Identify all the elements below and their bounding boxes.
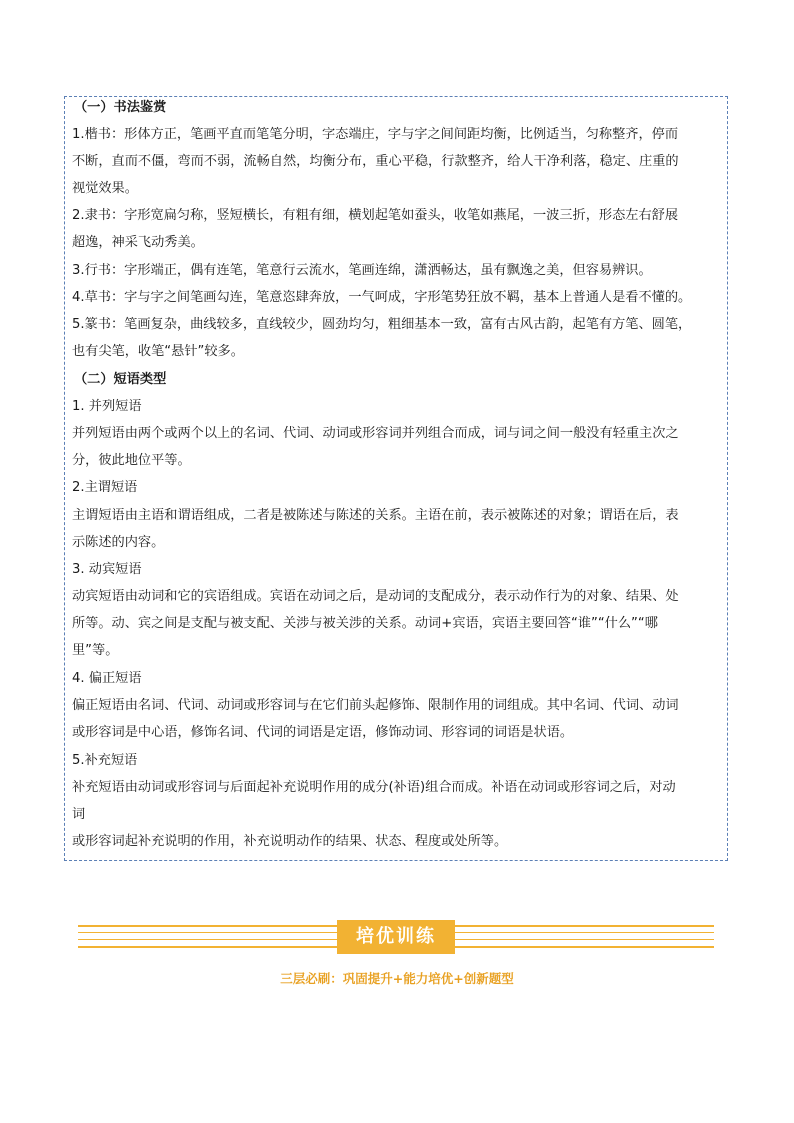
text-line: 5.补充短语	[72, 753, 138, 768]
text-line: 3.行书：字形端正，偶有连笔，笔意行云流水，笔画连绵，潇洒畅达，虽有飘逸之美，但容易辨识。	[72, 263, 652, 278]
text-line: 2.隶书：字形宽扁匀称，竖短横长，有粗有细，横划起笔如蚕头，收笔如燕尾，一波三折，形态左右舒展	[72, 208, 679, 223]
text-line: 1. 并列短语	[72, 399, 142, 414]
text-line: 并列短语由两个或两个以上的名词、代词、动词或形容词并列组合而成，词与词之间一般没有轻重主次之	[72, 426, 679, 441]
text-line: 偏正短语由名词、代词、动词或形容词与在它们前头起修饰、限制作用的词组成。其中名词、代词、动词	[72, 698, 679, 713]
text-line: 5.篆书：笔画复杂，曲线较多，直线较少，圆劲均匀，粗细基本一致，富有古风古韵，起笔有方笔、圆笔，	[72, 317, 692, 332]
section-heading-calligraphy: （一）书法鉴赏	[74, 100, 167, 115]
text-line: 动宾短语由动词和它的宾语组成。宾语在动词之后，是动词的支配成分，表示动作行为的对象、结果、处	[72, 589, 679, 604]
text-line: 4. 偏正短语	[72, 671, 142, 686]
text-line: 词	[72, 807, 86, 822]
banner-subtitle: 三层必刷：巩固提升+能力培优+创新题型	[280, 971, 514, 986]
text-line: 补充短语由动词或形容词与后面起补充说明作用的成分(补语)组合而成。补语在动词或形容词之后，对动	[72, 780, 676, 795]
text-line: 示陈述的内容。	[72, 535, 165, 550]
text-line: 主谓短语由主语和谓语组成，二者是被陈述与陈述的关系。主语在前，表示被陈述的对象；谓语在后，表	[72, 508, 679, 523]
text-line: 超逸，神采飞动秀美。	[72, 235, 204, 250]
text-line: 3. 动宾短语	[72, 562, 142, 577]
text-line: 不断，直而不僵，弯而不弱，流畅自然，均衡分布，重心平稳，行款整齐，给人干净利落，稳定、庄重的	[72, 154, 679, 169]
banner-title: 培优训练	[337, 920, 455, 954]
section-heading-phrase-types: （二）短语类型	[74, 372, 167, 387]
text-line: 1.楷书：形体方正，笔画平直而笔笔分明，字态端庄，字与字之间间距均衡，比例适当，匀称整齐，停而	[72, 127, 679, 142]
text-line: 2.主谓短语	[72, 480, 138, 495]
text-line: 所等。动、宾之间是支配与被支配、关涉与被关涉的关系。动词+宾语，宾语主要回答“谁”“什么”“哪	[72, 616, 658, 631]
text-line: 里”等。	[72, 643, 119, 658]
text-line: 4.草书：字与字之间笔画勾连，笔意恣肆奔放，一气呵成，字形笔势狂放不羁，基本上普通人是看不懂的。	[72, 290, 692, 305]
text-line: 或形容词是中心语，修饰名词、代词的词语是定语，修饰动词、形容词的词语是状语。	[72, 725, 574, 740]
text-line: 分，彼此地位平等。	[72, 453, 191, 468]
text-line: 或形容词起补充说明的作用，补充说明动作的结果、状态、程度或处所等。	[72, 834, 508, 849]
text-line: 也有尖笔，收笔“悬针”较多。	[72, 344, 244, 359]
text-line: 视觉效果。	[72, 181, 138, 196]
